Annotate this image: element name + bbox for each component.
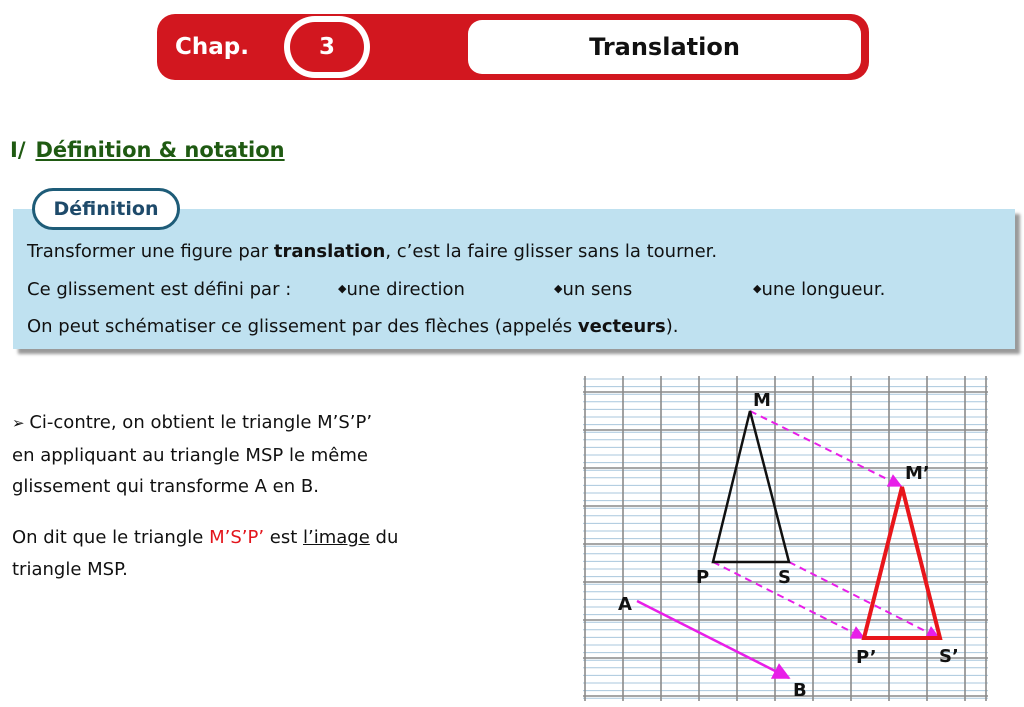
definition-tab: Définition <box>32 188 180 230</box>
chapter-title: Translation <box>589 33 740 61</box>
section-number: I/ <box>10 138 26 162</box>
chapter-banner <box>157 14 869 80</box>
vector-m-to-m-prime <box>750 411 901 486</box>
label-b: B <box>793 680 807 701</box>
image-text: On dit que le triangle <box>12 527 210 548</box>
triangle-msp <box>713 411 789 562</box>
bullet-longueur <box>753 279 885 300</box>
label-p: P <box>696 567 710 588</box>
explanation-line: glissement qui transforme A en B. <box>12 476 319 497</box>
image-line <box>12 522 482 554</box>
diamond-bullet-icon: ◆ <box>753 282 762 295</box>
definition-keyword-vecteurs: vecteurs <box>577 316 666 337</box>
diamond-bullet-icon: ◆ <box>554 282 563 295</box>
image-paragraph <box>12 522 482 585</box>
bullet-label: une longueur. <box>761 279 886 300</box>
definition-text: Transformer une figure par <box>27 241 274 262</box>
definition-text: , c’est la faire glisser sans la tourner. <box>385 241 718 262</box>
bullet-label: un sens <box>562 279 633 300</box>
bullet-label: une direction <box>346 279 465 300</box>
label-p-prime: P’ <box>856 647 877 668</box>
bullet-sens <box>554 279 632 300</box>
definition-text: ). <box>665 316 679 337</box>
explanation-line: en appliquant au triangle MSP le même <box>12 444 368 466</box>
triangle-m-prime-s-prime-p-prime <box>864 487 940 638</box>
image-keyword: l’image <box>303 527 370 548</box>
label-s-prime: S’ <box>939 646 959 667</box>
image-text: est <box>264 527 303 548</box>
label-s: S <box>778 567 791 588</box>
definition-line-2 <box>27 279 291 300</box>
diamond-bullet-icon: ◆ <box>338 282 347 295</box>
definition-text: On peut schématiser ce glissement par des flèches (appelés <box>27 316 578 337</box>
image-text: du <box>369 527 399 548</box>
translation-figure <box>583 376 988 701</box>
section-heading <box>10 138 285 162</box>
definition-line-3 <box>27 316 679 337</box>
grid-lines <box>583 376 988 701</box>
vector-a-to-b <box>637 601 789 678</box>
definition-line-1 <box>27 241 717 262</box>
chapter-label: Chap. <box>175 34 249 60</box>
image-line: triangle MSP. <box>12 558 128 580</box>
section-title: Définition & notation <box>35 138 285 162</box>
explanation-text: Ci-contre, on obtient le triangle M’S’P’ <box>29 412 373 433</box>
chapter-number: 3 <box>290 22 364 72</box>
bullet-direction <box>338 279 465 300</box>
label-m: M <box>753 390 771 411</box>
definition-text: Ce glissement est défini par : <box>27 279 292 300</box>
definition-keyword-translation: translation <box>273 241 386 262</box>
arrow-bullet-icon: ➢ <box>12 414 30 432</box>
explanation-line <box>12 407 482 440</box>
explanation-paragraph <box>12 407 482 503</box>
vector-s-to-s-prime <box>789 562 939 638</box>
label-a: A <box>618 594 632 615</box>
image-triangle-name: M’S’P’ <box>209 527 265 548</box>
label-m-prime: M’ <box>905 463 930 484</box>
